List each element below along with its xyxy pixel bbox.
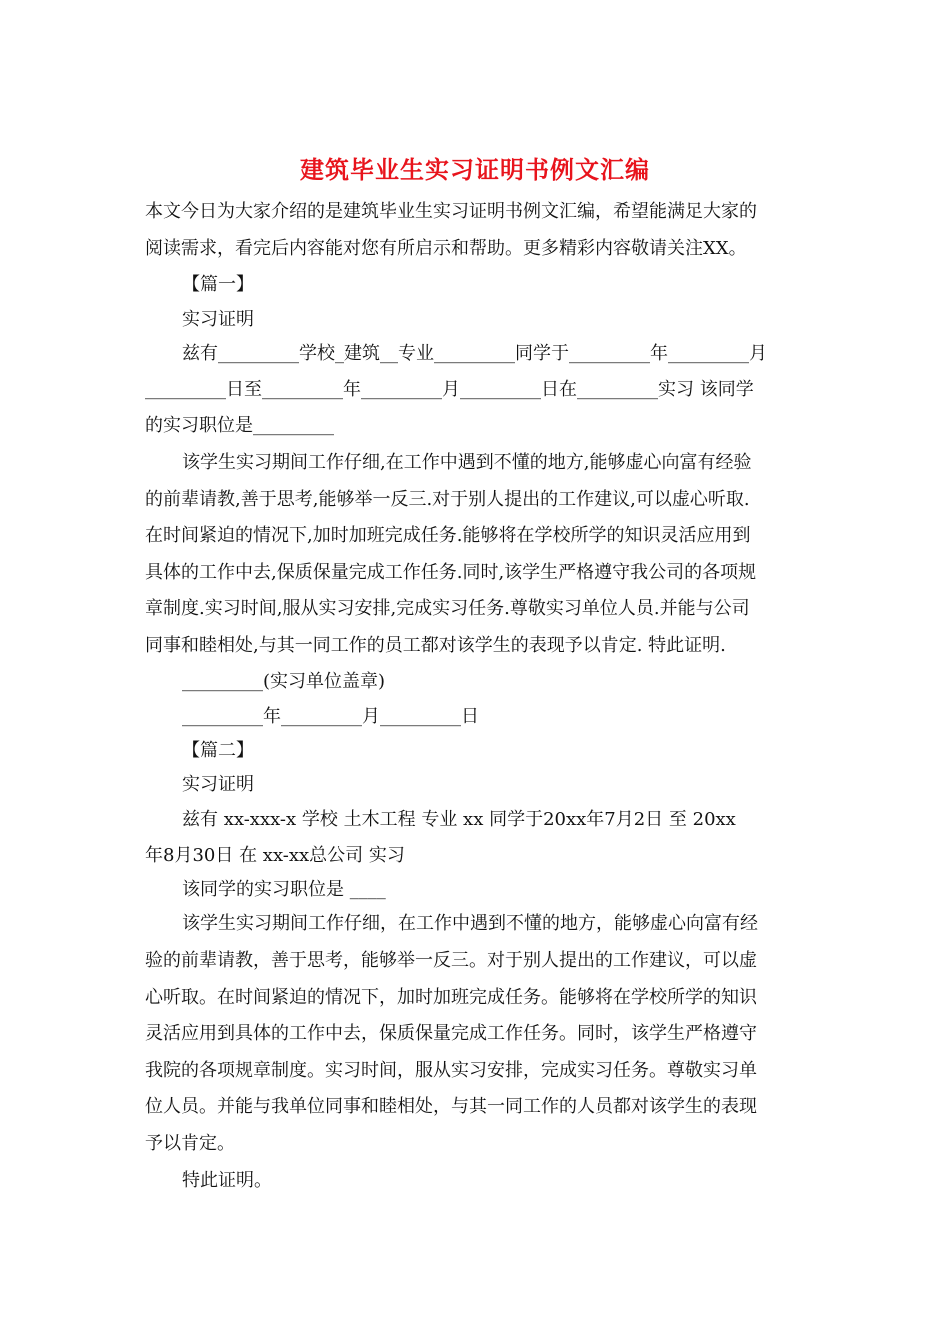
section2-body-line: 该学生实习期间工作仔细，在工作中遇到不懂的地方，能够虚心向富有经 <box>182 913 758 934</box>
section2-fill-line: 年8月30日 在 xx-xx总公司 实习 <box>145 845 405 866</box>
section2-closing: 特此证明。 <box>182 1170 272 1191</box>
section1-body-line: 在时间紧迫的情况下,加时加班完成任务.能够将在学校所学的知识灵活应用到 <box>145 525 751 546</box>
document-title: 建筑毕业生实习证明书例文汇编 <box>300 155 650 184</box>
intro-line-2: 阅读需求，看完后内容能对您有所启示和帮助。更多精彩内容敬请关注XX。 <box>145 238 747 259</box>
section1-date-line: _________年_________月_________日 <box>182 706 479 727</box>
section1-body-line: 的前辈请教,善于思考,能够举一反三.对于别人提出的工作建议,可以虚心听取. <box>145 489 750 510</box>
section2-heading: 【篇二】 <box>182 740 254 761</box>
section1-body-line: 具体的工作中去,保质保量完成工作任务.同时,该学生严格遵守我公司的各项规 <box>145 562 757 583</box>
section2-body-line: 心听取。在时间紧迫的情况下，加时加班完成任务。能够将在学校所学的知识 <box>145 987 757 1008</box>
section1-body-line: 同事和睦相处,与其一同工作的员工都对该学生的表现予以肯定. 特此证明. <box>145 635 726 656</box>
section2-fill-line: 兹有 xx-xxx-x 学校 土木工程 专业 xx 同学于20xx年7月2日 至 20xx <box>182 809 736 830</box>
section1-fill-line: 的实习职位是_________ <box>145 415 334 436</box>
section2-body-line: 灵活应用到具体的工作中去，保质保量完成工作任务。同时，该学生严格遵守 <box>145 1023 757 1044</box>
section1-fill-line: _________日至_________年_________月_________日在_________实习 该同学 <box>145 379 754 400</box>
section1-body-line: 章制度.实习时间,服从实习安排,完成实习任务.尊敬实习单位人员.并能与公司 <box>145 598 750 619</box>
section2-body-line: 验的前辈请教，善于思考，能够举一反三。对于别人提出的工作建议，可以虚 <box>145 950 757 971</box>
section2-body-line: 位人员。并能与我单位同事和睦相处，与其一同工作的人员都对该学生的表现 <box>145 1096 757 1117</box>
section1-fill-line: 兹有_________学校_建筑__专业_________同学于_________年_________月 <box>182 343 767 364</box>
intro-line-1: 本文今日为大家介绍的是建筑毕业生实习证明书例文汇编，希望能满足大家的 <box>145 201 757 222</box>
section1-stamp-line: _________(实习单位盖章) <box>182 671 386 692</box>
section1-subtitle: 实习证明 <box>182 309 254 330</box>
section1-heading: 【篇一】 <box>182 274 254 295</box>
section2-body-line: 我院的各项规章制度。实习时间，服从实习安排，完成实习任务。尊敬实习单 <box>145 1060 757 1081</box>
section2-position-line: 该同学的实习职位是 ____ <box>182 879 386 900</box>
section2-subtitle: 实习证明 <box>182 774 254 795</box>
section2-body-line: 予以肯定。 <box>145 1133 235 1154</box>
section1-body-line: 该学生实习期间工作仔细,在工作中遇到不懂的地方,能够虚心向富有经验 <box>182 452 752 473</box>
